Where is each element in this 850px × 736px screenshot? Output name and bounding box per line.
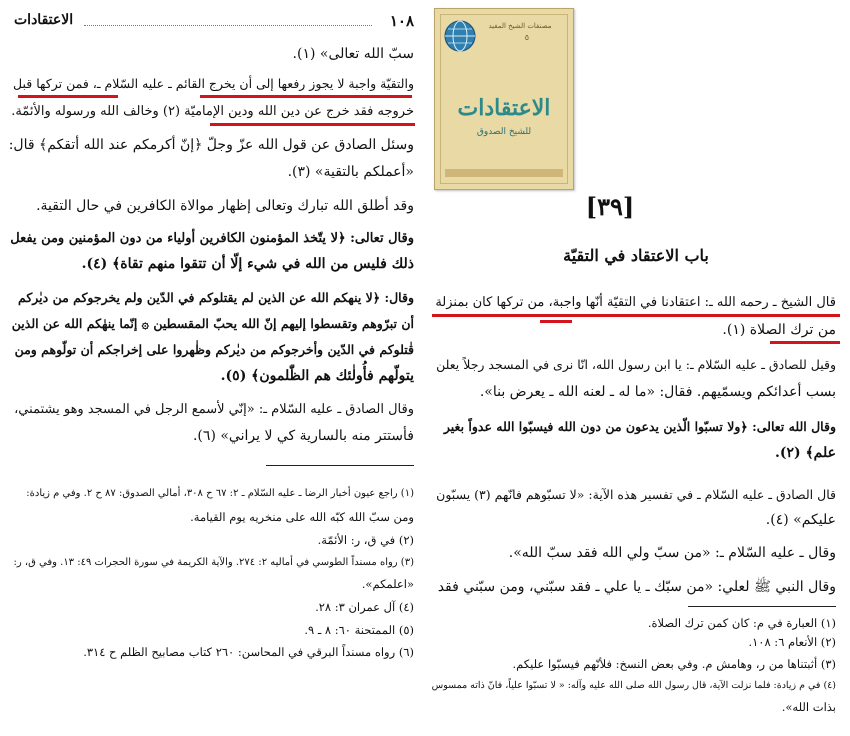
left-line: وقال تعالى: ﴿لا يتّخذ المؤمنون الكافرين أولياء من دون المؤمنين ومن يفعل [10, 231, 414, 246]
left-line: خروجه فقد خرج عن دين الله ودين الإماميّة (٢) وخالف الله ورسوله والأئمّة. [11, 104, 414, 119]
footnote: (٢) الأنعام ٦: ١٠٨. [748, 635, 836, 649]
footnote: (٥) الممتحنة ٦٠: ٨ ـ ٩. [304, 623, 414, 637]
right-line: وقيل للصادق ـ عليه السّلام ـ: يا ابن رسول الله، انّا نرى في المسجد رجلاً يعلن [436, 357, 836, 372]
footnote: (٣) أثبتناها من ر، وهامش م. وفي بعض النسخ: فلأنّهم فيسبّوا عليكم. [512, 657, 836, 671]
left-line: ذلك فليس من الله في شيء إلّا أن تتقوا منهم تقاة﴾ (٤). [81, 256, 414, 272]
footnote: (١) العبارة في م: كان كمن ترك الصلاة. [647, 616, 836, 630]
right-line: من ترك الصلاة (١). [722, 322, 836, 338]
cover-bottom-band [445, 169, 563, 177]
left-line: سبّ الله تعالى» (١). [292, 46, 414, 62]
chapter-number: [٣٩] [585, 192, 635, 221]
cover-volume: ٥ [524, 33, 529, 42]
left-line: وسئل الصادق عن قول الله عزّ وجلّ ﴿إنّ أكرمكم عند الله أتقكم﴾ قال: [8, 137, 414, 153]
footnote: (١) راجع عيون أخبار الرضا ـ عليه السّلام ـ ٢: ٦٧ ح ٣٠٨، أمالي الصدوق: ٨٧ ح ٢. وفي م زيادة: [26, 488, 414, 499]
left-line: قٰتلوكم في الدّين وأخرجوكم من ديٰركم وظٰهروا على إخراجكم أن تولّوهم ومن [14, 342, 414, 357]
left-line: والتقيّة واجبة لا يجوز رفعها إلى أن يخرج القائم ـ عليه السّلام ـ، فمن تركها قبل [13, 76, 414, 91]
globe-logo-icon [443, 19, 477, 53]
left-line: وقال: ﴿لا ينهكم الله عن الذين لم يقتلوكم في الدّين ولم يخرجوكم من ديٰركم [18, 290, 414, 305]
right-line: وقال ـ عليه السّلام ـ: «من سبّ ولي الله فقد سبّ الله». [508, 545, 836, 561]
left-line: أن تبرّوهم وتقسطوا إليهم إنّ الله يحبّ المقسطين ۞ إنّما ينهٰكم الله عن الذين [11, 316, 414, 331]
right-line: وقال الله تعالى: ﴿ولا تسبّوا الّذين يدعون من دون الله فيسبّوا الله عدواً بغير [443, 419, 836, 434]
footnote: (٤) في م زيادة: فلما نزلت الآية، قال رسول الله صلى الله عليه وآله: « لا تسبّوا علياً، فانّ ذاته ممسوس [431, 680, 836, 691]
right-line: بسب أعدائكم ويسمّيهم. فقال: «ما له ـ لعنه الله ـ يعرض بنا». [479, 384, 836, 400]
right-line: عليكم» (٤). [765, 512, 836, 528]
highlight-underline [770, 341, 840, 344]
highlight-underline [200, 95, 412, 98]
highlight-underline [540, 320, 572, 323]
footnote: «اعلمكم». [361, 577, 414, 591]
footnote: ومن سبّ الله كبّه الله على منخريه يوم القيامة. [190, 510, 414, 524]
footnote-separator [688, 606, 836, 607]
cover-author: للشيخ الصدوق [476, 127, 532, 137]
highlight-underline [210, 123, 415, 126]
book-cover [434, 8, 574, 190]
chapter-title: باب الاعتقاد في التقيّة [563, 246, 709, 265]
cover-title: الاعتقادات [457, 95, 551, 121]
cover-series: مصنفات الشيخ المفيد [488, 22, 552, 30]
left-line: وقد أطلق الله تبارك وتعالى إظهار موالاة الكافرين في حال التقية. [36, 198, 414, 214]
footnote: (٦) رواه مسنداً البرقي في المحاسن: ٢٦٠ كتاب مصابيح الظلم ح ٣١٤. [83, 645, 414, 659]
page-number: ١٠٨ [389, 12, 414, 30]
running-header [14, 12, 414, 34]
right-line: قال الشيخ ـ رحمه الله ـ: اعتقادنا في التقيّة أنّها واجبة، من تركها كان بمنزلة [435, 295, 836, 310]
footnote-separator [266, 465, 414, 466]
cover-emblem [443, 19, 477, 53]
footnote: (٢) في ق، ر: الأئمّة. [317, 533, 414, 547]
running-title: الاعتقادات [14, 12, 74, 28]
left-line: يتولّهم فأُولٰئك هم الظّٰلمون﴾ (٥). [220, 368, 414, 384]
header-leader [84, 25, 372, 26]
left-line: «أعملكم بالتقية» (٣). [287, 164, 414, 180]
right-line: وقال النبي ﷺ لعلي: «من سبّك ـ يا علي ـ فقد سبّني، ومن سبّني فقد [437, 579, 836, 595]
footnote: (٤) آل عمران ٣: ٢٨. [315, 600, 414, 614]
right-line: علم﴾ (٢). [774, 445, 836, 461]
highlight-underline [432, 314, 840, 317]
footnote: بذات الله». [781, 700, 836, 714]
highlight-underline [18, 95, 118, 98]
left-line: فأستتر منه بالسارية كي لا يراني» (٦). [192, 428, 414, 444]
footnote: (٣) رواه مسنداً الطوسي في أماليه ٢: ٢٧٤. والآية الكريمة في سورة الحجرات ٤٩: ١٣. وفي ق، ر: [13, 557, 414, 568]
left-line: وقال الصادق ـ عليه السّلام ـ: «إنّي لأسمع الرجل في المسجد وهو يشتمني، [14, 402, 414, 417]
right-line: قال الصادق ـ عليه السّلام ـ في تفسير هذه الآية: «لا تسبّوهم فانّهم (٣) يسبّون [436, 487, 836, 502]
